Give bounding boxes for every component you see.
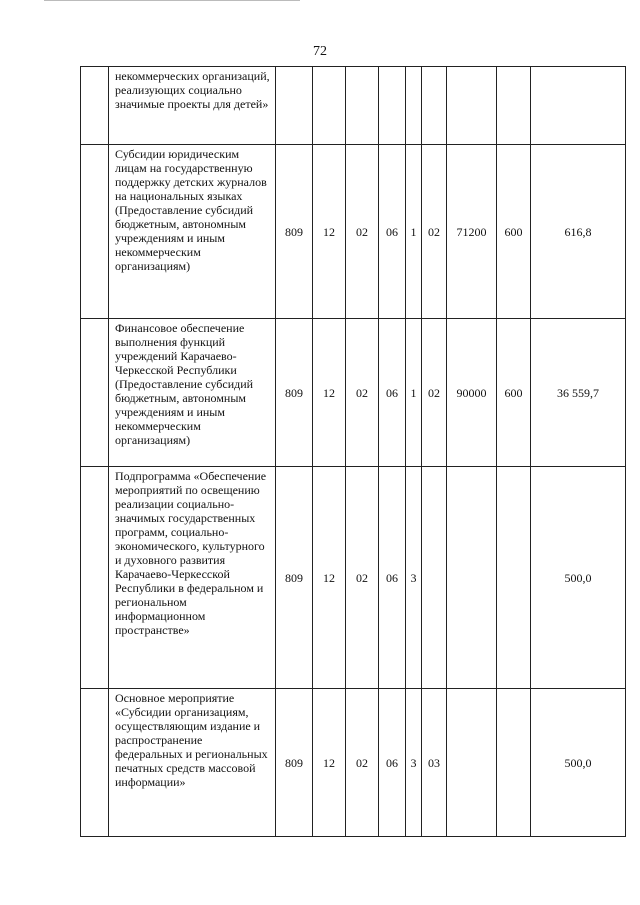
page-number: 72 bbox=[313, 44, 327, 59]
table-row bbox=[81, 319, 626, 467]
subprogram-cell: 1 bbox=[406, 145, 422, 319]
program-cell: 06 bbox=[379, 319, 406, 467]
subprogram-cell: 1 bbox=[406, 319, 422, 467]
subsection-cell: 02 bbox=[346, 689, 379, 837]
table-row bbox=[81, 145, 626, 319]
amount-cell: 616,8 bbox=[531, 145, 626, 319]
program-cell: 06 bbox=[379, 689, 406, 837]
expense-type-cell: 600 bbox=[497, 145, 531, 319]
direction-cell bbox=[447, 467, 497, 689]
section-cell: 12 bbox=[313, 319, 346, 467]
item-name-cell: Подпрограмма «Обеспечение мероприятий по освещению реализации социально-значимых государственных программ, социально-экономического, культурного и духовного развития Карачаево-Черкесской Республики в федеральном и региональном информационном пространстве» bbox=[109, 467, 276, 689]
main-activity-cell: 03 bbox=[422, 689, 447, 837]
main-activity-cell bbox=[422, 467, 447, 689]
table-row bbox=[81, 689, 626, 837]
amount-cell: 500,0 bbox=[531, 467, 626, 689]
expense-type-cell bbox=[497, 467, 531, 689]
program-cell: 06 bbox=[379, 467, 406, 689]
amount-cell: 500,0 bbox=[531, 689, 626, 837]
section-cell bbox=[313, 67, 346, 145]
direction-cell bbox=[447, 689, 497, 837]
index-cell bbox=[81, 319, 109, 467]
direction-cell bbox=[447, 67, 497, 145]
main-activity-cell: 02 bbox=[422, 145, 447, 319]
subsection-cell: 02 bbox=[346, 467, 379, 689]
item-name-cell: некоммерческих организаций, реализующих социально значимые проекты для детей» bbox=[109, 67, 276, 145]
expense-type-cell bbox=[497, 689, 531, 837]
expense-type-cell: 600 bbox=[497, 319, 531, 467]
amount-cell: 36 559,7 bbox=[531, 319, 626, 467]
item-name-cell: Финансовое обеспечение выполнения функций учреждений Карачаево-Черкесской Республики (Предоставление субсидий бюджетным, автономным учреждениям и иным некоммерческим организациям) bbox=[109, 319, 276, 467]
table-row bbox=[81, 67, 626, 145]
program-cell: 06 bbox=[379, 145, 406, 319]
item-name-cell: Субсидии юридическим лицам на государственную поддержку детских журналов на национальных языках (Предоставление субсидий бюджетным, автономным учреждениям и иным некоммерческим организациям) bbox=[109, 145, 276, 319]
program-cell bbox=[379, 67, 406, 145]
subsection-cell: 02 bbox=[346, 145, 379, 319]
grbs-cell bbox=[276, 67, 313, 145]
amount-cell bbox=[531, 67, 626, 145]
section-cell: 12 bbox=[313, 145, 346, 319]
subsection-cell: 02 bbox=[346, 319, 379, 467]
subprogram-cell bbox=[406, 67, 422, 145]
expense-type-cell bbox=[497, 67, 531, 145]
index-cell bbox=[81, 67, 109, 145]
subprogram-cell: 3 bbox=[406, 689, 422, 837]
direction-cell: 71200 bbox=[447, 145, 497, 319]
item-name-cell: Основное мероприятие «Субсидии организациям, осуществляющим издание и распространение федеральных и региональных печатных средств массовой информации» bbox=[109, 689, 276, 837]
direction-cell: 90000 bbox=[447, 319, 497, 467]
index-cell bbox=[81, 689, 109, 837]
subsection-cell bbox=[346, 67, 379, 145]
index-cell bbox=[81, 467, 109, 689]
budget-table bbox=[80, 66, 626, 837]
index-cell bbox=[81, 145, 109, 319]
section-cell: 12 bbox=[313, 467, 346, 689]
main-activity-cell bbox=[422, 67, 447, 145]
grbs-cell: 809 bbox=[276, 319, 313, 467]
section-cell: 12 bbox=[313, 689, 346, 837]
table-row bbox=[81, 467, 626, 689]
scan-artifact-line bbox=[44, 0, 300, 1]
subprogram-cell: 3 bbox=[406, 467, 422, 689]
main-activity-cell: 02 bbox=[422, 319, 447, 467]
grbs-cell: 809 bbox=[276, 145, 313, 319]
grbs-cell: 809 bbox=[276, 689, 313, 837]
grbs-cell: 809 bbox=[276, 467, 313, 689]
